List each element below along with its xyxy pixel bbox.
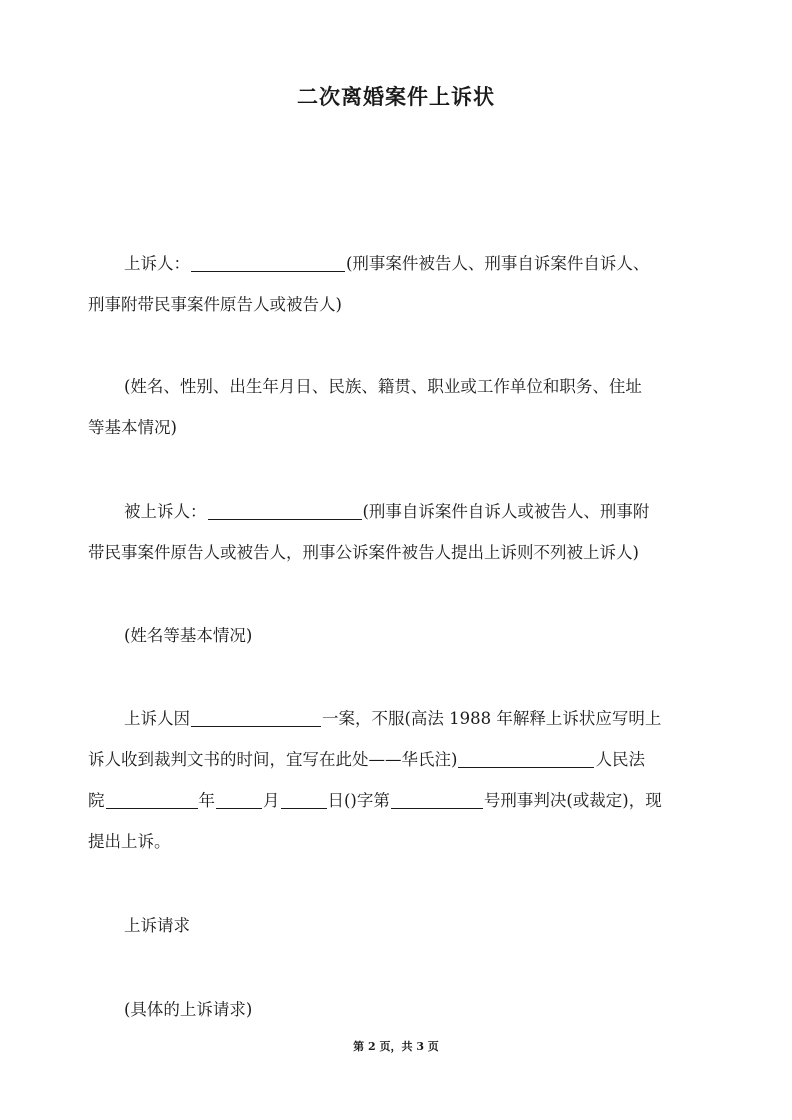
reason-part6: 号刑事判决(或裁定)，现 bbox=[483, 791, 662, 810]
appellee-paragraph bbox=[88, 491, 708, 573]
month-blank bbox=[216, 790, 262, 809]
page-footer: 第 2 页，共 3 页 bbox=[353, 1040, 439, 1053]
reason-part1: 上诉人因 bbox=[124, 709, 190, 728]
appellant-paragraph bbox=[88, 243, 708, 325]
appellant-info-line2: 等基本情况) bbox=[88, 418, 177, 437]
appellee-note-line2: 带民事案件原告人或被告人，刑事公诉案件被告人提出上诉则不列被上诉人) bbox=[88, 543, 639, 562]
year-blank bbox=[106, 790, 198, 809]
request-detail-paragraph bbox=[88, 989, 708, 1030]
appellee-note-line1: (刑事自诉案件自诉人或被告人、刑事附 bbox=[362, 502, 650, 521]
appellee-info-text: (姓名等基本情况) bbox=[124, 626, 253, 645]
request-detail: (具体的上诉请求) bbox=[124, 1000, 253, 1019]
appellant-info-line1: (姓名、性别、出生年月日、民族、籍贯、职业或工作单位和职务、住址 bbox=[124, 377, 642, 396]
reason-part3: 诉人收到裁判文书的时间，宜写在此处——华氏注) bbox=[88, 750, 458, 769]
reason-day: 日()字第 bbox=[327, 791, 390, 810]
day-blank bbox=[281, 790, 327, 809]
appellant-info-paragraph bbox=[88, 366, 708, 448]
reason-part7: 提出上诉。 bbox=[88, 832, 171, 851]
reason-part2: 一案，不服(高法 1988 年解释上诉状应写明上 bbox=[322, 709, 662, 728]
court-name-blank bbox=[458, 749, 594, 768]
reason-year: 年 bbox=[198, 791, 215, 810]
appellant-label: 上诉人： bbox=[124, 254, 190, 273]
appellee-label: 被上诉人： bbox=[124, 502, 207, 521]
appellant-name-blank bbox=[191, 253, 345, 272]
appellant-note-line2: 刑事附带民事案件原告人或被告人) bbox=[88, 295, 342, 314]
appellee-info-paragraph bbox=[88, 615, 708, 656]
judgment-number-blank bbox=[391, 790, 483, 809]
page-title: 二次离婚案件上诉状 bbox=[297, 84, 495, 109]
reason-month: 月 bbox=[263, 791, 280, 810]
request-heading-paragraph bbox=[88, 905, 708, 946]
case-name-blank bbox=[191, 708, 321, 727]
reason-paragraph bbox=[88, 698, 708, 862]
reason-part4: 人民法 bbox=[595, 750, 645, 769]
appellant-note-line1: (刑事案件被告人、刑事自诉案件自诉人、 bbox=[346, 254, 650, 273]
reason-part5: 院 bbox=[88, 791, 105, 810]
request-heading: 上诉请求 bbox=[124, 916, 190, 935]
appellee-name-blank bbox=[208, 501, 362, 520]
